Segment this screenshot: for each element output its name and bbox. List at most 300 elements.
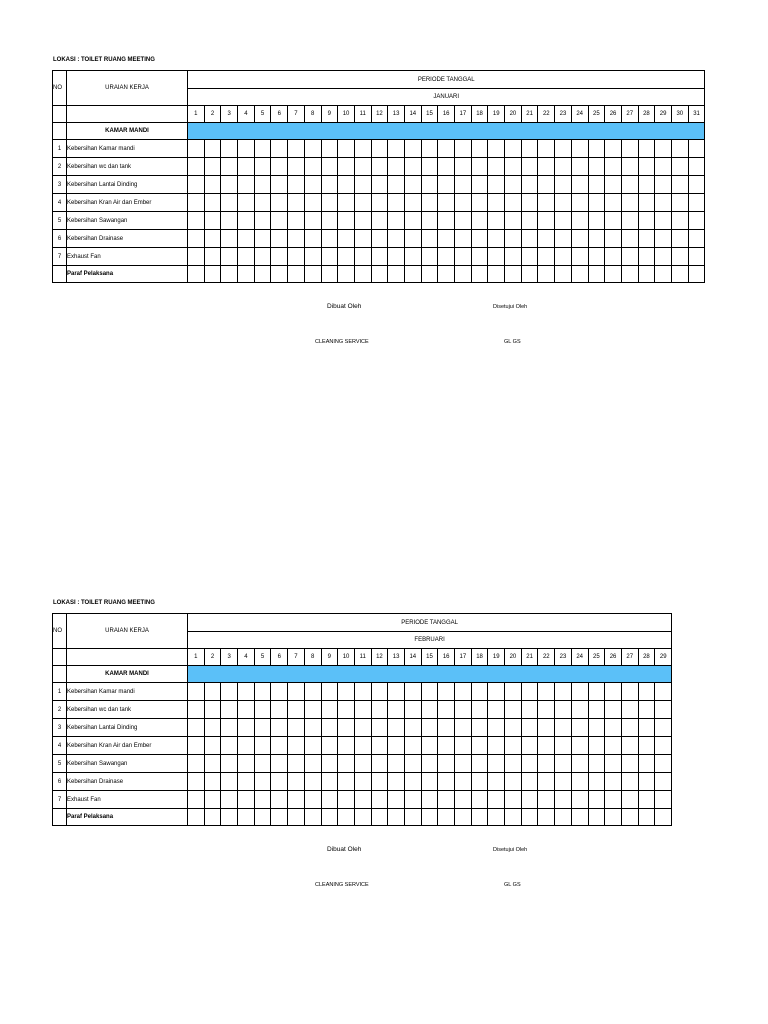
day-number: 23: [555, 649, 572, 666]
check-cell[interactable]: [421, 683, 438, 701]
check-cell[interactable]: [288, 719, 305, 737]
check-cell[interactable]: [571, 737, 588, 755]
check-cell[interactable]: [621, 701, 638, 719]
check-cell[interactable]: [505, 683, 522, 701]
paraf-cell[interactable]: [655, 809, 672, 826]
check-cell[interactable]: [455, 755, 472, 773]
check-cell[interactable]: [438, 755, 455, 773]
check-cell[interactable]: [638, 719, 655, 737]
paraf-cell[interactable]: [538, 809, 555, 826]
check-cell[interactable]: [555, 755, 572, 773]
check-cell[interactable]: [254, 773, 271, 791]
check-cell[interactable]: [254, 683, 271, 701]
check-cell[interactable]: [388, 791, 405, 809]
check-cell[interactable]: [271, 791, 288, 809]
day-number: 14: [404, 649, 421, 666]
check-cell[interactable]: [404, 683, 421, 701]
check-cell[interactable]: [421, 773, 438, 791]
check-cell[interactable]: [438, 701, 455, 719]
paraf-cell[interactable]: [605, 809, 622, 826]
check-cell[interactable]: [471, 755, 488, 773]
check-cell[interactable]: [471, 719, 488, 737]
check-cell[interactable]: [571, 791, 588, 809]
day-number: 14: [404, 106, 421, 123]
check-cell[interactable]: [388, 683, 405, 701]
check-cell[interactable]: [321, 755, 338, 773]
task-number: 6: [53, 230, 67, 248]
check-cell[interactable]: [371, 755, 388, 773]
paraf-cell[interactable]: [221, 809, 238, 826]
paraf-cell[interactable]: [455, 809, 472, 826]
check-cell[interactable]: [338, 791, 355, 809]
check-cell[interactable]: [338, 773, 355, 791]
lokasi-label: LOKASI : TOILET RUANG MEETING: [53, 57, 155, 63]
check-cell[interactable]: [204, 701, 221, 719]
check-cell[interactable]: [404, 773, 421, 791]
check-cell[interactable]: [588, 773, 605, 791]
check-cell[interactable]: [455, 683, 472, 701]
check-cell[interactable]: [588, 683, 605, 701]
check-cell[interactable]: [321, 683, 338, 701]
blank-cell: [53, 809, 67, 826]
check-cell[interactable]: [238, 683, 255, 701]
check-cell[interactable]: [455, 773, 472, 791]
check-cell[interactable]: [421, 791, 438, 809]
check-cell[interactable]: [521, 737, 538, 755]
paraf-cell[interactable]: [438, 809, 455, 826]
check-cell[interactable]: [571, 683, 588, 701]
check-cell[interactable]: [505, 755, 522, 773]
day-number: 3: [221, 106, 238, 123]
check-cell[interactable]: [354, 737, 371, 755]
task-number: 5: [53, 212, 67, 230]
task-label: Kebersihan Lantai Dinding: [67, 719, 188, 737]
check-cell[interactable]: [571, 773, 588, 791]
check-cell[interactable]: [638, 737, 655, 755]
check-cell[interactable]: [438, 683, 455, 701]
day-number: 22: [538, 649, 555, 666]
check-cell[interactable]: [371, 719, 388, 737]
check-cell[interactable]: [555, 773, 572, 791]
paraf-cell[interactable]: [571, 809, 588, 826]
day-number: 17: [455, 106, 472, 123]
task-label: Kebersihan Sawangan: [67, 212, 188, 230]
day-number: 2: [204, 106, 221, 123]
day-number: 9: [321, 649, 338, 666]
table-row: [53, 755, 672, 773]
check-cell[interactable]: [421, 755, 438, 773]
check-cell[interactable]: [271, 683, 288, 701]
check-cell[interactable]: [238, 791, 255, 809]
check-cell[interactable]: [271, 773, 288, 791]
check-cell[interactable]: [505, 773, 522, 791]
check-cell[interactable]: [605, 719, 622, 737]
dibuat-oleh-label: Dibuat Oleh: [327, 846, 362, 853]
check-cell[interactable]: [254, 737, 271, 755]
task-label: Kebersihan wc dan tank: [67, 701, 188, 719]
check-cell[interactable]: [321, 701, 338, 719]
check-cell[interactable]: [538, 791, 555, 809]
task-number: 6: [53, 773, 67, 791]
check-cell[interactable]: [288, 773, 305, 791]
check-cell[interactable]: [188, 791, 205, 809]
check-cell[interactable]: [638, 791, 655, 809]
check-cell[interactable]: [388, 737, 405, 755]
no-header: NO: [53, 614, 67, 649]
check-cell[interactable]: [204, 683, 221, 701]
paraf-cell[interactable]: [388, 809, 405, 826]
check-cell[interactable]: [271, 719, 288, 737]
check-cell[interactable]: [388, 755, 405, 773]
check-cell[interactable]: [221, 701, 238, 719]
day-number: 28: [638, 106, 655, 123]
check-cell[interactable]: [204, 755, 221, 773]
section-label: KAMAR MANDI: [67, 666, 188, 683]
check-cell[interactable]: [188, 719, 205, 737]
check-cell[interactable]: [605, 773, 622, 791]
check-cell[interactable]: [221, 719, 238, 737]
check-cell[interactable]: [288, 683, 305, 701]
day-number: 11: [354, 106, 371, 123]
check-cell[interactable]: [488, 773, 505, 791]
check-cell[interactable]: [271, 701, 288, 719]
check-cell[interactable]: [304, 719, 321, 737]
task-label: Kebersihan wc dan tank: [67, 158, 188, 176]
check-cell[interactable]: [621, 683, 638, 701]
day-number: 27: [621, 649, 638, 666]
check-cell[interactable]: [655, 683, 672, 701]
check-cell[interactable]: [638, 701, 655, 719]
check-cell[interactable]: [521, 755, 538, 773]
paraf-cell[interactable]: [371, 809, 388, 826]
check-cell[interactable]: [571, 755, 588, 773]
check-cell[interactable]: [555, 737, 572, 755]
task-number: 3: [53, 176, 67, 194]
check-cell[interactable]: [421, 719, 438, 737]
check-cell[interactable]: [221, 683, 238, 701]
paraf-cell[interactable]: [488, 809, 505, 826]
day-number: 24: [571, 649, 588, 666]
task-number: 5: [53, 755, 67, 773]
check-cell[interactable]: [304, 737, 321, 755]
dibuat-oleh-label: Dibuat Oleh: [327, 303, 362, 310]
check-cell[interactable]: [538, 719, 555, 737]
check-cell[interactable]: [571, 719, 588, 737]
paraf-cell[interactable]: [288, 809, 305, 826]
check-cell[interactable]: [288, 701, 305, 719]
check-cell[interactable]: [588, 701, 605, 719]
check-cell[interactable]: [304, 755, 321, 773]
check-cell[interactable]: [488, 737, 505, 755]
day-number: 9: [321, 106, 338, 123]
check-cell[interactable]: [238, 719, 255, 737]
paraf-cell[interactable]: [521, 809, 538, 826]
day-number: 21: [521, 106, 538, 123]
check-cell[interactable]: [521, 773, 538, 791]
check-cell[interactable]: [288, 791, 305, 809]
check-cell[interactable]: [621, 755, 638, 773]
check-cell[interactable]: [538, 773, 555, 791]
check-cell[interactable]: [538, 701, 555, 719]
periode-header: PERIODE TANGGAL: [188, 614, 672, 632]
check-cell[interactable]: [388, 773, 405, 791]
check-cell[interactable]: [204, 773, 221, 791]
check-cell[interactable]: [288, 755, 305, 773]
check-cell[interactable]: [605, 791, 622, 809]
paraf-cell[interactable]: [638, 809, 655, 826]
check-cell[interactable]: [371, 791, 388, 809]
check-cell[interactable]: [505, 737, 522, 755]
check-cell[interactable]: [321, 719, 338, 737]
check-cell[interactable]: [471, 773, 488, 791]
check-cell[interactable]: [238, 737, 255, 755]
check-cell[interactable]: [655, 737, 672, 755]
check-cell[interactable]: [438, 791, 455, 809]
day-number: 6: [271, 106, 288, 123]
check-cell[interactable]: [238, 701, 255, 719]
table-row: [53, 737, 672, 755]
check-cell[interactable]: [204, 791, 221, 809]
day-number: 25: [588, 106, 605, 123]
check-cell[interactable]: [188, 737, 205, 755]
check-cell[interactable]: [354, 683, 371, 701]
check-cell[interactable]: [638, 683, 655, 701]
check-cell[interactable]: [221, 773, 238, 791]
check-cell[interactable]: [421, 737, 438, 755]
day-number: 18: [471, 649, 488, 666]
check-cell[interactable]: [438, 737, 455, 755]
check-cell[interactable]: [188, 773, 205, 791]
check-cell[interactable]: [321, 791, 338, 809]
uraian-header: URAIAN KERJA: [67, 614, 188, 649]
task-number: 7: [53, 248, 67, 266]
check-cell[interactable]: [338, 719, 355, 737]
day-number: 18: [471, 106, 488, 123]
check-cell[interactable]: [521, 791, 538, 809]
day-number: 5: [254, 106, 271, 123]
check-cell[interactable]: [455, 701, 472, 719]
check-cell[interactable]: [188, 701, 205, 719]
check-cell[interactable]: [471, 683, 488, 701]
check-cell[interactable]: [555, 791, 572, 809]
paraf-cell[interactable]: [321, 809, 338, 826]
check-cell[interactable]: [438, 773, 455, 791]
check-cell[interactable]: [338, 755, 355, 773]
gl-gs-label: GL GS: [504, 339, 521, 345]
paraf-cell[interactable]: [338, 809, 355, 826]
check-cell[interactable]: [404, 737, 421, 755]
check-cell[interactable]: [288, 737, 305, 755]
check-cell[interactable]: [488, 719, 505, 737]
check-cell[interactable]: [655, 773, 672, 791]
task-label: Exhaust Fan: [67, 791, 188, 809]
check-cell[interactable]: [354, 791, 371, 809]
day-number: 10: [338, 649, 355, 666]
check-cell[interactable]: [621, 773, 638, 791]
check-cell[interactable]: [254, 791, 271, 809]
day-number: 12: [371, 106, 388, 123]
check-cell[interactable]: [621, 719, 638, 737]
check-cell[interactable]: [404, 701, 421, 719]
check-cell[interactable]: [488, 701, 505, 719]
check-cell[interactable]: [521, 719, 538, 737]
paraf-cell[interactable]: [621, 809, 638, 826]
day-number: 7: [288, 106, 305, 123]
check-cell[interactable]: [555, 701, 572, 719]
task-label: Kebersihan Kran Air dan Ember: [67, 194, 188, 212]
paraf-cell[interactable]: [421, 809, 438, 826]
check-cell[interactable]: [621, 737, 638, 755]
paraf-cell[interactable]: [555, 809, 572, 826]
check-cell[interactable]: [588, 791, 605, 809]
check-cell[interactable]: [354, 701, 371, 719]
check-cell[interactable]: [571, 701, 588, 719]
check-cell[interactable]: [354, 773, 371, 791]
day-number: 15: [421, 106, 438, 123]
check-cell[interactable]: [354, 719, 371, 737]
check-cell[interactable]: [204, 719, 221, 737]
check-cell[interactable]: [371, 701, 388, 719]
check-cell[interactable]: [488, 683, 505, 701]
periode-header: PERIODE TANGGAL: [188, 71, 705, 89]
blank-cell: [67, 649, 188, 666]
check-cell[interactable]: [188, 755, 205, 773]
day-number: 20: [505, 649, 522, 666]
check-cell[interactable]: [505, 791, 522, 809]
check-cell[interactable]: [238, 773, 255, 791]
check-cell[interactable]: [621, 791, 638, 809]
check-cell[interactable]: [338, 737, 355, 755]
check-cell[interactable]: [188, 683, 205, 701]
check-cell[interactable]: [655, 701, 672, 719]
cleaning-service-label: CLEANING SERVICE: [315, 339, 369, 345]
check-cell[interactable]: [238, 755, 255, 773]
section-label: KAMAR MANDI: [67, 123, 188, 140]
check-cell[interactable]: [254, 701, 271, 719]
check-cell[interactable]: [271, 755, 288, 773]
check-cell[interactable]: [605, 683, 622, 701]
check-cell[interactable]: [204, 737, 221, 755]
check-cell[interactable]: [338, 701, 355, 719]
paraf-cell[interactable]: [471, 809, 488, 826]
check-cell[interactable]: [321, 737, 338, 755]
check-cell[interactable]: [455, 737, 472, 755]
check-cell[interactable]: [538, 755, 555, 773]
check-cell[interactable]: [605, 701, 622, 719]
check-cell[interactable]: [438, 719, 455, 737]
task-number: 4: [53, 194, 67, 212]
table-row: [53, 683, 672, 701]
check-cell[interactable]: [471, 791, 488, 809]
check-cell[interactable]: [655, 791, 672, 809]
day-number: 29: [655, 649, 672, 666]
check-cell[interactable]: [221, 737, 238, 755]
task-label: Kebersihan Drainase: [67, 773, 188, 791]
check-cell[interactable]: [471, 737, 488, 755]
check-cell[interactable]: [521, 701, 538, 719]
check-cell[interactable]: [404, 791, 421, 809]
paraf-cell[interactable]: [238, 809, 255, 826]
paraf-cell[interactable]: [304, 809, 321, 826]
check-cell[interactable]: [505, 719, 522, 737]
day-number: 4: [238, 106, 255, 123]
check-cell[interactable]: [455, 719, 472, 737]
check-cell[interactable]: [371, 683, 388, 701]
paraf-cell[interactable]: [204, 809, 221, 826]
check-cell[interactable]: [555, 719, 572, 737]
blank-cell: [53, 649, 67, 666]
check-cell[interactable]: [371, 737, 388, 755]
check-cell[interactable]: [254, 719, 271, 737]
check-cell[interactable]: [304, 701, 321, 719]
day-number: 22: [538, 106, 555, 123]
check-cell[interactable]: [388, 701, 405, 719]
check-cell[interactable]: [488, 755, 505, 773]
check-cell[interactable]: [404, 755, 421, 773]
check-cell[interactable]: [455, 791, 472, 809]
disetujui-oleh-label: Disetujui Oleh: [493, 304, 528, 310]
check-cell[interactable]: [404, 719, 421, 737]
check-cell[interactable]: [488, 791, 505, 809]
check-cell[interactable]: [588, 755, 605, 773]
check-cell[interactable]: [521, 683, 538, 701]
check-cell[interactable]: [505, 701, 522, 719]
check-cell[interactable]: [638, 773, 655, 791]
paraf-cell[interactable]: [271, 809, 288, 826]
check-cell[interactable]: [304, 683, 321, 701]
day-number: 31: [688, 106, 705, 123]
check-cell[interactable]: [354, 755, 371, 773]
check-cell[interactable]: [471, 701, 488, 719]
task-label: Kebersihan Drainase: [67, 230, 188, 248]
check-cell[interactable]: [371, 773, 388, 791]
check-cell[interactable]: [304, 791, 321, 809]
check-cell[interactable]: [254, 755, 271, 773]
check-cell[interactable]: [588, 719, 605, 737]
paraf-cell[interactable]: [404, 809, 421, 826]
check-cell[interactable]: [538, 737, 555, 755]
check-cell[interactable]: [221, 791, 238, 809]
table-row: [53, 719, 672, 737]
check-cell[interactable]: [605, 737, 622, 755]
check-cell[interactable]: [271, 737, 288, 755]
check-cell[interactable]: [655, 719, 672, 737]
paraf-cell[interactable]: [254, 809, 271, 826]
check-cell[interactable]: [555, 683, 572, 701]
check-cell[interactable]: [221, 755, 238, 773]
task-number: 1: [53, 140, 67, 158]
check-cell[interactable]: [321, 773, 338, 791]
paraf-cell[interactable]: [505, 809, 522, 826]
paraf-cell[interactable]: [188, 809, 205, 826]
table-row: [53, 773, 672, 791]
check-cell[interactable]: [655, 755, 672, 773]
check-cell[interactable]: [304, 773, 321, 791]
check-cell[interactable]: [538, 683, 555, 701]
task-label: Exhaust Fan: [67, 248, 188, 266]
check-cell[interactable]: [638, 755, 655, 773]
day-number: 16: [438, 649, 455, 666]
day-number: 19: [488, 106, 505, 123]
check-cell[interactable]: [588, 737, 605, 755]
check-cell[interactable]: [388, 719, 405, 737]
paraf-cell[interactable]: [588, 809, 605, 826]
check-cell[interactable]: [605, 755, 622, 773]
day-number: 29: [655, 106, 672, 123]
check-cell[interactable]: [338, 683, 355, 701]
paraf-cell[interactable]: [354, 809, 371, 826]
check-cell[interactable]: [421, 701, 438, 719]
